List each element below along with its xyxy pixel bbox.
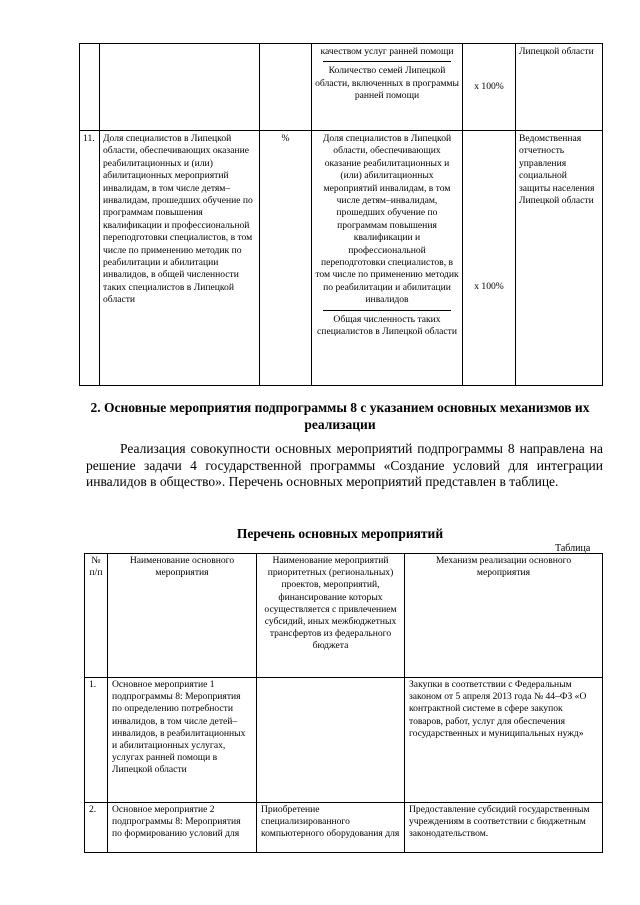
header-mechanism: Механизм реализации основного мероприятия bbox=[405, 554, 603, 678]
header-num: № п/п bbox=[85, 554, 108, 678]
indicator-row-continued bbox=[80, 44, 603, 131]
section-heading: 2. Основные мероприятия подпрограммы 8 с указанием основных механизмов их реализации bbox=[90, 400, 590, 432]
source-cell: Липецкой области bbox=[516, 44, 603, 131]
unit-cell: % bbox=[260, 131, 312, 386]
activity-name: Основное мероприятие 1 подпрограммы 8: Мероприятия по определению потребности инвалидов, в том числе детей–инвалидов, в реабилитационных и абилитационных услугах, услугах ранней помощи в Липецкой области bbox=[108, 678, 257, 803]
activity-mechanism: Предоставление субсидий государственным учреждениям в соответствии с бюджетным законодательством. bbox=[405, 803, 603, 853]
formula-numerator: Доля специалистов в Липецкой области, обеспечивающих оказание реабилитационных и (или) абилитационных мероприятий инвалидам, в том числе детям–инвалидам, прошедших обучение по программам повышения квалификации и профессиональной переподготовки специалистов, в том числе по применению методик по реабилитации и абилитации инвалидов bbox=[315, 133, 459, 306]
section-paragraph: Реализация совокупности основных мероприятий подпрограммы 8 направлена на решение задачи 4 государственной программы «Создание условий для интеграции инвалидов в общество». Перечень основных мероприятий представлен в таблице. bbox=[86, 441, 603, 490]
table-row bbox=[85, 678, 603, 803]
table-label: Таблица bbox=[555, 543, 591, 554]
indicator-name: Доля специалистов в Липецкой области, обеспечивающих оказание реабилитационных и (или) абилитационных мероприятий инвалидам, в том числе детям–инвалидам, прошедших обучение по программам повышения квалификации и профессиональной переподготовки специалистов, в том числе по применению методик по реабилитации и абилитации инвалидов, в общей численности таких специалистов в Липецкой области bbox=[100, 131, 260, 386]
activity-projects: Приобретение специализированного компьютерного оборудования для bbox=[257, 803, 405, 853]
row-number: 1. bbox=[85, 678, 108, 803]
formula-numerator: качеством услуг ранней помощи bbox=[320, 46, 454, 57]
formula-cell bbox=[312, 131, 463, 386]
activity-name: Основное мероприятие 2 подпрограммы 8: Мероприятия по формированию условий для bbox=[108, 803, 257, 853]
header-name: Наименование основного мероприятия bbox=[108, 554, 257, 678]
fraction-line bbox=[323, 310, 451, 311]
row-number: 11. bbox=[80, 131, 100, 386]
table-title: Перечень основных мероприятий bbox=[236, 526, 444, 541]
header-projects: Наименование мероприятий приоритетных (региональных) проектов, мероприятий, финансирование которых осуществляется с привлечением субсидий, иных межбюджетных трансфертов из федерального бюджета bbox=[257, 554, 405, 678]
formula-cell bbox=[312, 44, 463, 131]
table-row bbox=[85, 803, 603, 853]
activity-projects bbox=[257, 678, 405, 803]
table-header-row bbox=[85, 554, 603, 678]
indicator-row-11 bbox=[80, 131, 603, 386]
activities-table bbox=[84, 553, 603, 853]
indicators-table bbox=[79, 43, 603, 386]
activity-mechanism: Закупки в соответствии с Федеральным законом от 5 апреля 2013 года № 44–ФЗ «О контрактной системе в сфере закупок товаров, работ, услуг для обеспечения государственных и муниципальных нужд» bbox=[405, 678, 603, 803]
formula-multiplier: x 100% bbox=[474, 80, 504, 92]
row-number: 2. bbox=[85, 803, 108, 853]
formula-denominator: Общая численность таких специалистов в Липецкой области bbox=[317, 313, 457, 338]
fraction-line bbox=[323, 61, 451, 62]
formula-multiplier: x 100% bbox=[474, 280, 504, 292]
formula-denominator: Количество семей Липецкой области, включенных в программы ранней помощи bbox=[315, 65, 459, 102]
source-cell: Ведомственная отчетность управления социальной защиты населения Липецкой области bbox=[516, 131, 603, 386]
